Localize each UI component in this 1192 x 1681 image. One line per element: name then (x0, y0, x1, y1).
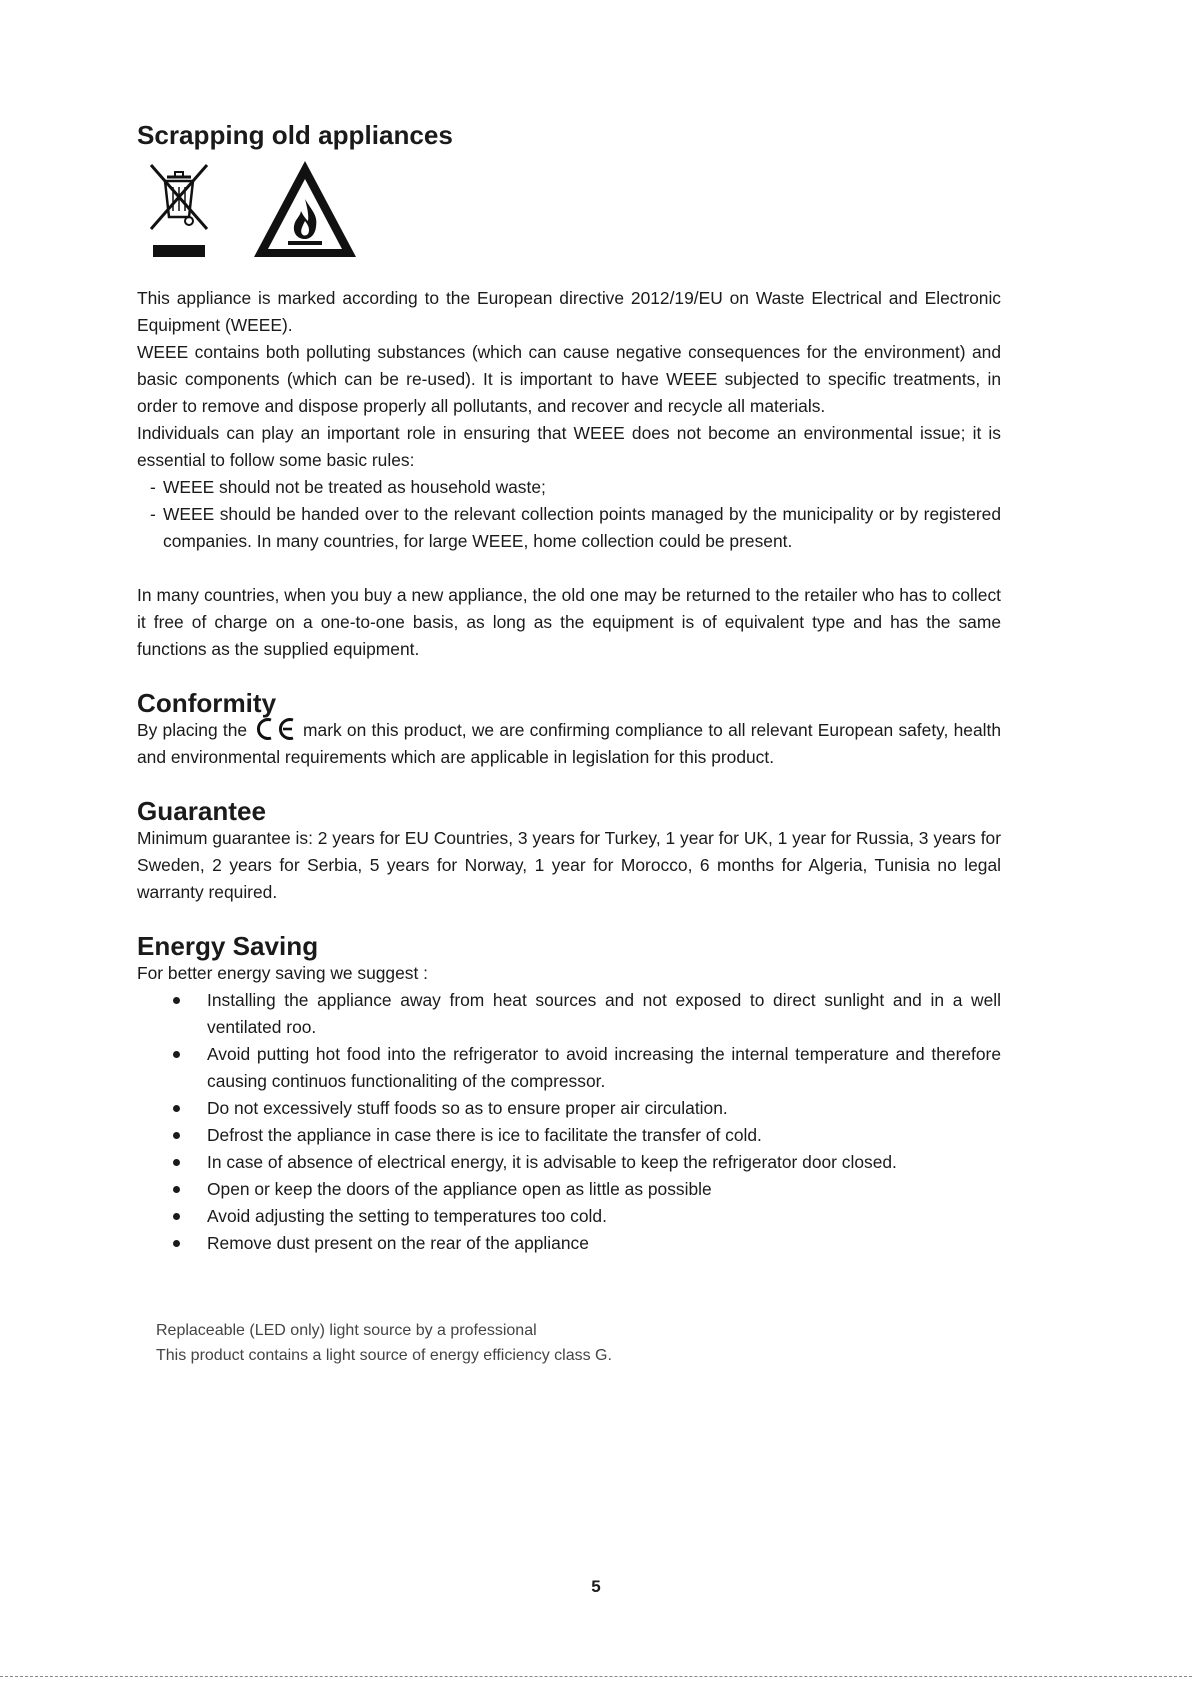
list-item: Defrost the appliance in case there is ice to facilitate the transfer of cold. (207, 1122, 1001, 1149)
list-item: - WEEE should be handed over to the relevant collection points managed by the municipality or by registered companies. In many countries, for large WEEE, home collection could be present. (150, 501, 1001, 555)
conformity-paragraph (137, 717, 1001, 771)
weee-individuals-paragraph: Individuals can play an important role in ensuring that WEEE does not become an environmental issue; it is essential to follow some basic rules: (137, 423, 1001, 470)
list-item: In case of absence of electrical energy, it is advisable to keep the refrigerator door closed. (207, 1149, 1001, 1176)
list-item: Open or keep the doors of the appliance open as little as possible (207, 1176, 1001, 1203)
list-item: Installing the appliance away from heat sources and not exposed to direct sunlight and in a well ventilated roo. (207, 987, 1001, 1041)
weee-contents-paragraph: WEEE contains both polluting substances (which can cause negative consequences for the environment) and basic components (which can be re-used). It is important to have WEEE subjected to specific treatments, in order to remove and dispose properly all pollutants, and recover and recycle all materials. (137, 342, 1001, 416)
list-item: - WEEE should not be treated as household waste; (150, 474, 1001, 501)
energy-saving-heading: Energy Saving (137, 931, 319, 961)
energy-tips-list (137, 987, 1001, 1257)
conformity-heading: Conformity (137, 688, 277, 718)
weee-rules-list (137, 474, 1001, 555)
page-bottom-divider (0, 1676, 1192, 1677)
disposal-icons (137, 159, 1001, 277)
light-source-note (156, 1318, 612, 1368)
list-item: Avoid adjusting the setting to temperatures too cold. (207, 1203, 1001, 1230)
conformity-text-after: mark on this product, we are confirming compliance to all relevant European safety, health and environmental requirements which are applicable in legislation for this product. (137, 720, 1001, 767)
guarantee-paragraph: Minimum guarantee is: 2 years for EU Countries, 3 years for Turkey, 1 year for UK, 1 year for Russia, 3 years for Sweden, 2 years for Serbia, 5 years for Norway, 1 year for Morocco, 6 months for Algeria, Tunisia no legal warranty required. (137, 828, 1001, 902)
guarantee-heading: Guarantee (137, 796, 266, 826)
scrapping-heading: Scrapping old appliances (137, 120, 453, 150)
flammable-warning-icon (252, 159, 358, 259)
conformity-text-before: By placing the (137, 720, 248, 740)
page-number: 5 (591, 1577, 601, 1596)
light-source-line-2: This product contains a light source of energy efficiency class G. (156, 1347, 612, 1364)
crossed-out-wheelie-bin-icon (147, 159, 211, 263)
list-item: Do not excessively stuff foods so as to ensure proper air circulation. (207, 1095, 1001, 1122)
list-item: Avoid putting hot food into the refrigerator to avoid increasing the internal temperature and therefore causing continuos functionaliting of the compressor. (207, 1041, 1001, 1095)
list-item: Remove dust present on the rear of the appliance (207, 1230, 1001, 1257)
page-content (137, 122, 1001, 1257)
retailer-return-paragraph: In many countries, when you buy a new appliance, the old one may be returned to the retailer who has to collect it free of charge on a one-to-one basis, as long as the equipment is of equivalent type and has the same functions as the supplied equipment. (137, 585, 1001, 659)
weee-directive-paragraph: This appliance is marked according to the European directive 2012/19/EU on Waste Electrical and Electronic Equipment (WEEE). (137, 288, 1001, 335)
energy-saving-intro: For better energy saving we suggest : (137, 963, 428, 983)
light-source-line-1: Replaceable (LED only) light source by a professional (156, 1322, 537, 1339)
ce-mark-icon (253, 717, 297, 741)
